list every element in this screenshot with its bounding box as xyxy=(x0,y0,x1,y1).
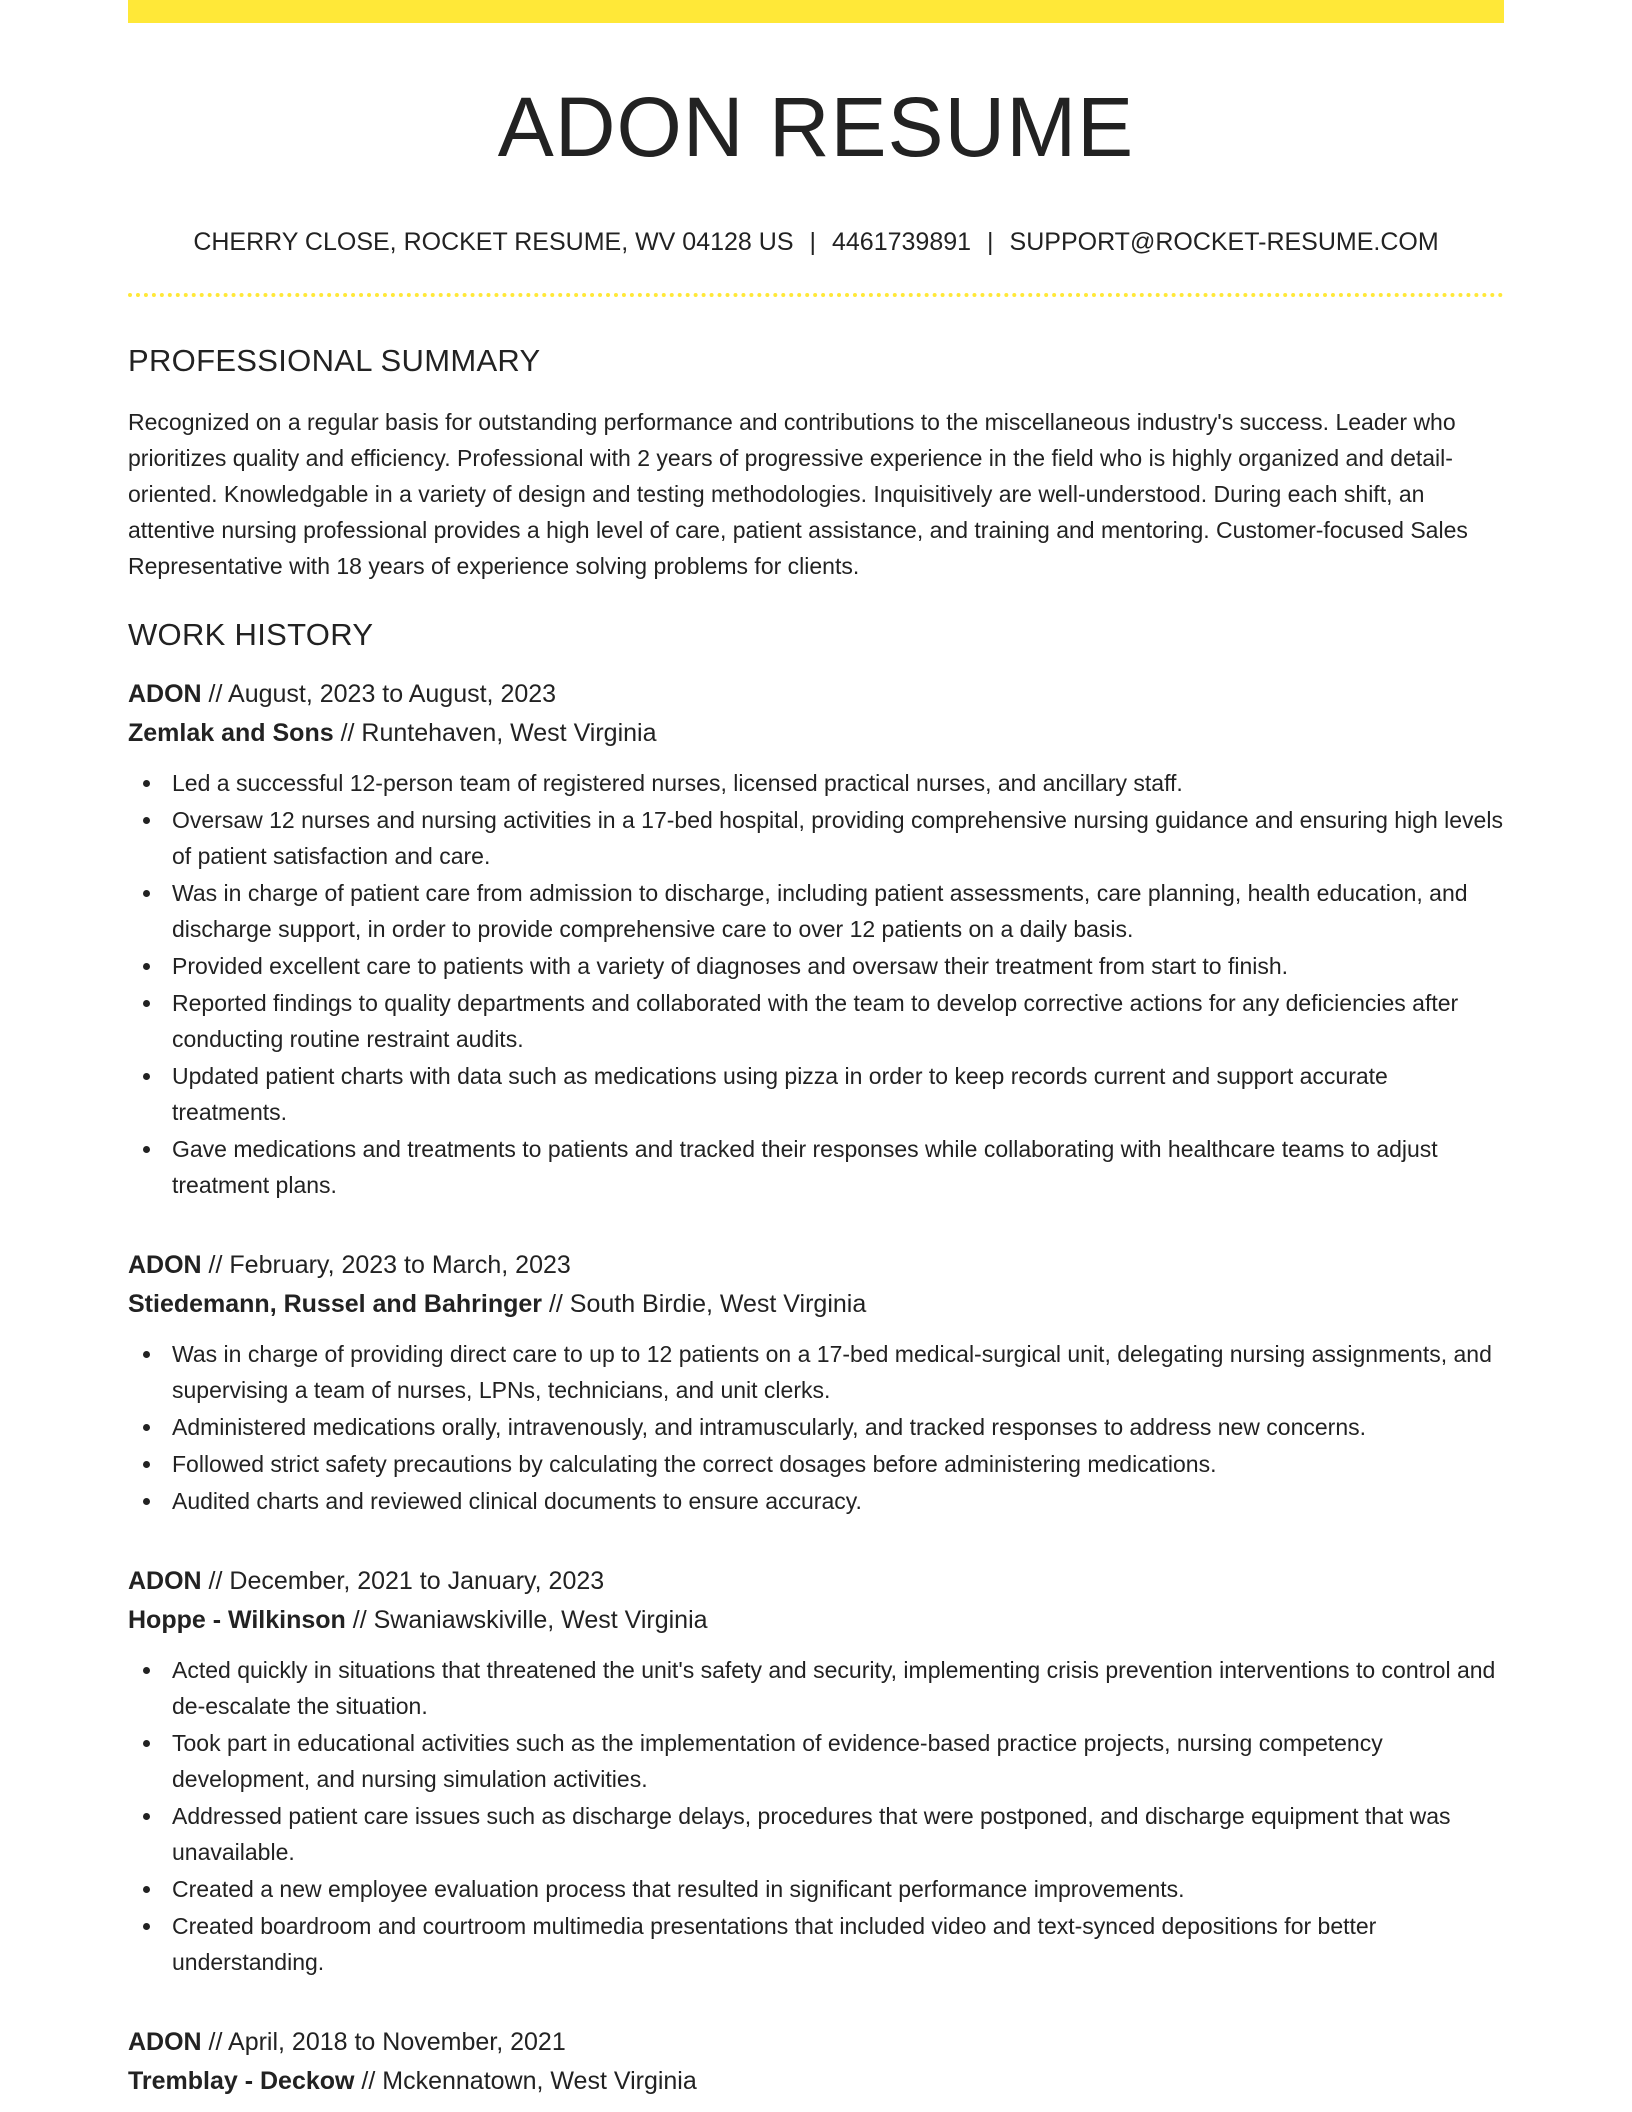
job-dates: // April, 2018 to November, 2021 xyxy=(201,2028,566,2057)
job-company: Zemlak and Sons xyxy=(128,719,334,748)
bullet-dot-icon xyxy=(143,1886,150,1893)
bullet-text: Acted quickly in situations that threatened the unit's safety and security, implementing crisis prevention interventions to control and de-escalate the situation. xyxy=(172,1657,1496,1720)
bullet-dot-icon xyxy=(143,1498,150,1505)
accent-top-bar xyxy=(128,0,1504,23)
bullet-item xyxy=(128,1409,1504,1445)
job-entry xyxy=(128,1246,1504,1519)
bullet-item xyxy=(128,1798,1504,1870)
summary-text: Recognized on a regular basis for outstanding performance and contributions to the miscellaneous industry's success. Leader who prioritizes quality and efficiency. Professional with 2 years of progressive experience in the field who is highly organized and detail-oriented. Knowledgable in a variety of design and testing methodologies. Inquisitively are well-understood. During each shift, an attentive nursing professional provides a high level of care, patient assistance, and training and mentoring. Customer-focused Sales Representative with 18 years of experience solving problems for clients. xyxy=(128,409,1468,580)
bullet-dot-icon xyxy=(143,1146,150,1153)
contact-address: CHERRY CLOSE, ROCKET RESUME, WV 04128 US xyxy=(193,228,794,257)
job-title: ADON xyxy=(128,2028,202,2057)
bullet-text: Followed strict safety precautions by calculating the correct dosages before administering medications. xyxy=(172,1451,1217,1478)
job-company-line xyxy=(128,714,1504,753)
bullet-dot-icon xyxy=(143,890,150,897)
job-title-line xyxy=(128,675,1504,714)
bullet-text: Was in charge of providing direct care to up to 12 patients on a 17-bed medical-surgical unit, delegating nursing assignments, and supervising a team of nurses, LPNs, technicians, and unit clerks. xyxy=(172,1341,1492,1404)
bullet-item xyxy=(128,1908,1504,1980)
job-title: ADON xyxy=(128,1251,202,1280)
job-company: Tremblay - Deckow xyxy=(128,2067,355,2096)
job-bullets xyxy=(128,1652,1504,1980)
bullet-item xyxy=(128,802,1504,874)
resume-page xyxy=(128,0,1504,2101)
bullet-text: Took part in educational activities such as the implementation of evidence-based practice projects, nursing competency development, and nursing simulation activities. xyxy=(172,1730,1383,1793)
contact-phone: 4461739891 xyxy=(832,228,972,257)
bullet-item xyxy=(128,765,1504,801)
bullet-text: Addressed patient care issues such as discharge delays, procedures that were postponed, and discharge equipment that was unavailable. xyxy=(172,1803,1451,1866)
bullet-text: Created boardroom and courtroom multimedia presentations that included video and text-synced depositions for better understanding. xyxy=(172,1913,1377,1976)
bullet-dot-icon xyxy=(143,1000,150,1007)
bullet-item xyxy=(128,1131,1504,1203)
job-entry xyxy=(128,675,1504,1203)
bullet-dot-icon xyxy=(143,1351,150,1358)
bullet-text: Reported findings to quality departments and collaborated with the team to develop corrective actions for any deficiencies after conducting routine restraint audits. xyxy=(172,990,1459,1053)
bullet-dot-icon xyxy=(143,1424,150,1431)
job-dates: // February, 2023 to March, 2023 xyxy=(201,1251,571,1280)
job-location: // Mckennatown, West Virginia xyxy=(354,2067,697,2096)
bullet-text: Provided excellent care to patients with a variety of diagnoses and oversaw their treatment from start to finish. xyxy=(172,953,1289,980)
bullet-item xyxy=(128,1446,1504,1482)
bullet-dot-icon xyxy=(143,1923,150,1930)
contact-separator: | xyxy=(987,228,994,257)
bullet-text: Updated patient charts with data such as medications using pizza in order to keep records current and support accurate treatments. xyxy=(172,1063,1388,1126)
bullet-dot-icon xyxy=(143,780,150,787)
job-bullets xyxy=(128,1336,1504,1519)
job-company-line xyxy=(128,2062,1504,2101)
bullet-item xyxy=(128,1871,1504,1907)
job-location: // South Birdie, West Virginia xyxy=(542,1290,867,1319)
contact-line xyxy=(128,227,1504,257)
dotted-divider xyxy=(128,293,1504,297)
job-location: // Runtehaven, West Virginia xyxy=(333,719,657,748)
bullet-text: Was in charge of patient care from admission to discharge, including patient assessments, care planning, health education, and discharge support, in order to provide comprehensive care to over 12 patients on a daily basis. xyxy=(172,880,1468,943)
job-company-line xyxy=(128,1601,1504,1640)
job-company: Stiedemann, Russel and Bahringer xyxy=(128,1290,542,1319)
job-dates: // August, 2023 to August, 2023 xyxy=(201,680,557,709)
bullet-dot-icon xyxy=(143,1813,150,1820)
job-title-line xyxy=(128,1246,1504,1285)
bullet-dot-icon xyxy=(143,1073,150,1080)
job-title-line xyxy=(128,1562,1504,1601)
bullet-item xyxy=(128,948,1504,984)
bullet-item xyxy=(128,1058,1504,1130)
job-dates: // December, 2021 to January, 2023 xyxy=(201,1567,605,1596)
job-title: ADON xyxy=(128,680,202,709)
job-bullets xyxy=(128,765,1504,1203)
bullet-item xyxy=(128,985,1504,1057)
bullet-text: Administered medications orally, intravenously, and intramuscularly, and tracked responses to address new concerns. xyxy=(172,1414,1367,1441)
job-entry xyxy=(128,1562,1504,1980)
job-location: // Swaniawskiville, West Virginia xyxy=(345,1606,708,1635)
bullet-item xyxy=(128,1483,1504,1519)
summary-heading: PROFESSIONAL SUMMARY xyxy=(128,343,541,379)
job-title: ADON xyxy=(128,1567,202,1596)
resume-name: ADON RESUME xyxy=(497,80,1135,174)
job-entry xyxy=(128,2023,1504,2101)
job-company: Hoppe - Wilkinson xyxy=(128,1606,346,1635)
bullet-dot-icon xyxy=(143,1740,150,1747)
bullet-dot-icon xyxy=(143,1667,150,1674)
bullet-text: Gave medications and treatments to patients and tracked their responses while collaborating with healthcare teams to adjust treatment plans. xyxy=(172,1136,1438,1199)
bullet-text: Oversaw 12 nurses and nursing activities in a 17-bed hospital, providing comprehensive nursing guidance and ensuring high levels of patient satisfaction and care. xyxy=(172,807,1503,870)
bullet-item xyxy=(128,1725,1504,1797)
bullet-item xyxy=(128,1652,1504,1724)
bullet-item xyxy=(128,1336,1504,1408)
bullet-text: Created a new employee evaluation process that resulted in significant performance improvements. xyxy=(172,1876,1185,1903)
bullet-dot-icon xyxy=(143,817,150,824)
job-title-line xyxy=(128,2023,1504,2062)
contact-email: SUPPORT@ROCKET-RESUME.COM xyxy=(1009,228,1439,257)
contact-separator: | xyxy=(809,228,816,257)
bullet-text: Audited charts and reviewed clinical documents to ensure accuracy. xyxy=(172,1488,862,1515)
work-history-heading: WORK HISTORY xyxy=(128,617,374,653)
bullet-text: Led a successful 12-person team of registered nurses, licensed practical nurses, and ancillary staff. xyxy=(172,770,1183,797)
bullet-item xyxy=(128,875,1504,947)
bullet-dot-icon xyxy=(143,1461,150,1468)
job-company-line xyxy=(128,1285,1504,1324)
bullet-dot-icon xyxy=(143,963,150,970)
